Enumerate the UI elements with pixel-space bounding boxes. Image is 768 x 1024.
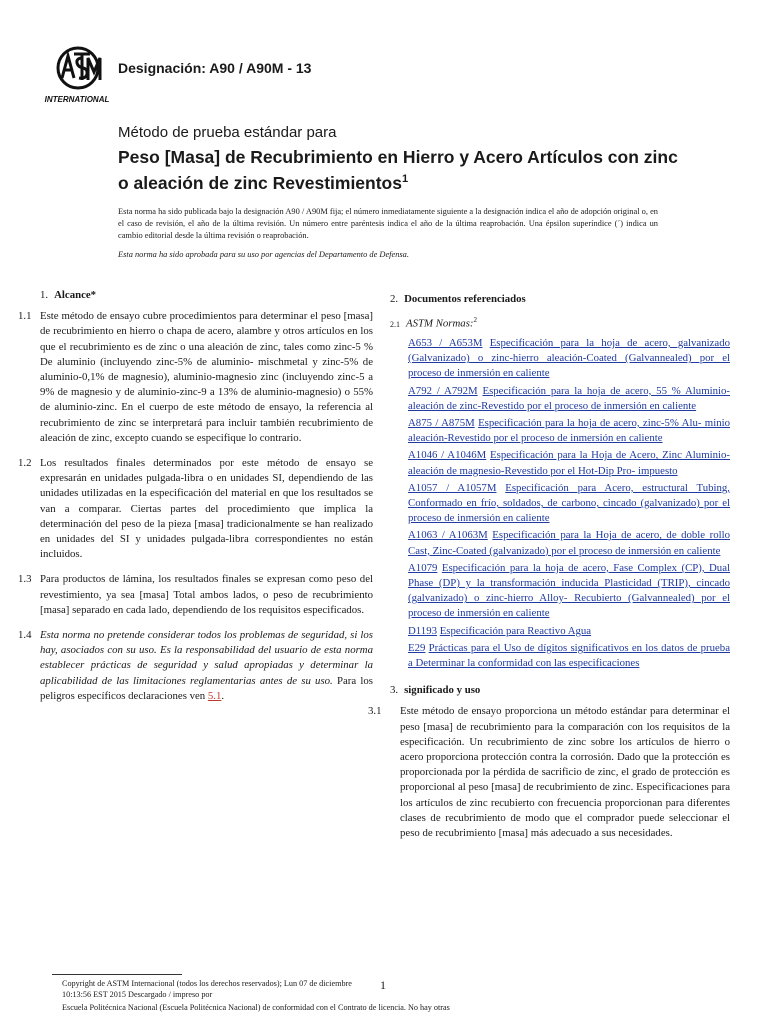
astm-standards-label: 2.1 ASTM Normas:$^2$ [390, 316, 477, 330]
section-2-heading: 2. Documentos referenciados [390, 293, 526, 305]
reference-code-link[interactable]: A1057 / A1057M [408, 481, 497, 494]
reference-code-link[interactable]: A1046 / A1046M [408, 449, 487, 462]
paragraph-3-1: 3.1 Este método de ensayo proporciona un método estándar para determinar el peso [masa] de recubrimiento para la comparación con los requisitos de la especificación. Un recubrimiento de zinc sobre los artículos de hierro o acero proporciona protección contra la corrosión. Dado que la protección es proporcionada por la pérdida de sacrificio de zinc, el grado de protección es proporcional al peso [masa] de recubrimiento de zinc. Especificaciones para los artículos de zinc recubierto con frecuencia proporcionan para diferentes clases de recubrimiento de modo que el comprador puede seleccionar el peso de recubrimiento [masa] más adecuado a sus necesidades. [368, 705, 730, 840]
paragraph-1-1: 1.1 Este método de ensayo cubre procedimientos para determinar el peso [masa] de recubrimiento en hierro o chapa de acero, alambre y otros artículos en los que el recubrimiento es de zinc o una aleación de zinc, tales como zinc-5 % De aluminio (incluyendo zinc-5% de aluminio- mischmetal y zinc-5% de aluminio-0,1% de magnesio), aluminio-magnesio zinc (incluyendo zinc-5 a 9% de magnesio y de aluminio-zinc-9 a 13% de aluminio-magnesio) o 55% de aluminio-zinc. En el cuerpo de este método de ensayo, la referencia al recubrimiento de zinc se interpretará para incluir también recubrimiento de aleación de zinc, excepto cuando se especifique lo contrario. [18, 310, 373, 444]
reference-list [368, 336, 730, 671]
logo-sub-text: INTERNATIONAL [44, 95, 110, 104]
reference-code-link[interactable]: A1063 / A1063M [408, 529, 488, 542]
reference-title-link[interactable]: Especificación para Reactivo Agua [439, 624, 592, 637]
reference-item [408, 481, 730, 527]
reference-item [408, 448, 730, 478]
reference-title-link[interactable]: Especificación para la Hoja de acero, de doble rollo Cast, Zinc-Coated (galvanizado) por el proceso de inmersión en caliente [408, 529, 730, 557]
reference-item [408, 624, 730, 639]
designation: Designación: A90 / A90M - 13 [118, 60, 312, 76]
astm-logo [44, 44, 110, 104]
page-number: 1 [380, 978, 386, 992]
reference-title-link[interactable]: Especificación para la hoja de acero, Fase Complex (CP), Dual Phase (DP) y la transformación inducida Plasticidad (TRIP), cincado (galvanizado) o zinc-hierro Alloy- Recubierto (Galvannealed) por el proceso de inmersión en caliente [408, 561, 730, 620]
left-column [18, 288, 373, 714]
dod-notice: Esta norma ha sido aprobada para su uso por agencias del Departamento de Defensa. [118, 250, 409, 259]
reference-title-link[interactable]: Especificación para la hoja de acero, galvanizado (Galvanizado) o zinc-hierro aleación-Coated (Galvannealed) por el proceso de inmersión en caliente [408, 337, 730, 380]
paragraph-1-3: 1.3 Para productos de lámina, los resultados finales se expresan como peso del revestimiento, ya sea [masa] Total ambos lados, o peso de recubrimiento [masa] separado en cada lado, dependiendo de los requisitos especificados. [18, 573, 373, 616]
paragraph-1-4: 1.4 Esta norma no pretende considerar todos los problemas de seguridad, si los hay, asociados con su uso. Es la responsabilidad del usuario de esta norma establecer prácticas de seguridad y salud apropiadas y determinar la aplicabilidad de las limitaciones reglamentarias antes de su uso. Para los peligros específicos declaraciones ven 5.1. [18, 629, 373, 702]
license-line: Escuela Politécnica Nacional (Escuela Politécnica Nacional) de conformidad con el Contrato de licencia. No hay otras [62, 1003, 450, 1012]
reference-code-link[interactable]: A792 / A792M [408, 384, 478, 397]
reference-code-link[interactable]: E29 [408, 641, 426, 654]
reference-item [408, 384, 730, 414]
publication-notice: Esta norma ha sido publicada bajo la designación A90 / A90M fija; el número inmediatamente siguiente a la designación indica el año de adopción original o, en el caso de revisión, el año de la última revisión. Un número entre paréntesis indica el año de la última reaprobación. Una épsilon superíndice (´) indica un cambio editorial desde la última revisión o reaprobación. [118, 207, 658, 240]
section-3-heading: 3. significado y uso [390, 684, 481, 697]
reference-title-link[interactable]: Prácticas para el Uso de dígitos significativos en los datos de prueba a Determinar la conformidad con las especificaciones [408, 641, 730, 670]
reference-item [408, 336, 730, 382]
reference-title-link[interactable]: Especificación para la hoja de acero, zinc-5% Alu- minio aleación-Revestido por el proceso de inmersión en caliente [408, 417, 730, 445]
section-1-heading: 1. Alcance* [40, 289, 97, 301]
paragraph-1-2: 1.2 Los resultados finales determinados por este método de ensayo se expresarán en unidades pulgada-libra o en unidades SI, dependiendo de las unidades utilizadas en la especificación del material en que los resultados se van a comparar. Ciertas partes del procedimiento que implica la determinación del peso de la pieza [masa] tradicionalmente se han realizado en unidades del SI y unidades pulgada-libra correspondientes no están incluidos. [18, 457, 373, 561]
footnote-rule [52, 974, 182, 975]
right-column [368, 292, 730, 851]
reference-code-link[interactable]: D1193 [408, 624, 437, 637]
section-5-1-link[interactable]: 5.1 [207, 689, 222, 702]
subtitle: Método de prueba estándar para [118, 124, 337, 141]
reference-code-link[interactable]: A653 / A653M [408, 337, 483, 349]
reference-item [408, 561, 730, 622]
reference-item [408, 528, 730, 558]
reference-title-link[interactable]: Especificación para la hoja de acero, 55 % Aluminio-aleación de zinc-Revestido por el proceso de inmersión en caliente [408, 384, 730, 412]
reference-item [408, 641, 730, 671]
page-title: Peso [Masa] de Recubrimiento en Hierro y Acero Artículos con zinc o aleación de zinc Revestimientos$^1$ [118, 147, 678, 193]
reference-title-link[interactable]: Especificación para Acero, estructural Tubing, Conformado en frío, soldados, de carbono, cincado (galvanizado) por el proceso de inmersión en caliente [408, 481, 731, 525]
reference-item [408, 416, 730, 446]
copyright-notice: Copyright de ASTM Internacional (todos los derechos reservados); Lun 07 de diciembre 10:13:56 EST 2015 Descargado / impreso por [62, 979, 352, 999]
reference-title-link[interactable]: Especificación para la Hoja de Acero, Zinc Aluminio-aleación de magnesio-Revestido por el Hot-Dip Pro- impuesto [408, 449, 730, 477]
reference-code-link[interactable]: A875 / A875M [408, 417, 475, 430]
reference-code-link[interactable]: A1079 [408, 561, 438, 574]
title-footnote-marker: 1 [401, 173, 409, 185]
